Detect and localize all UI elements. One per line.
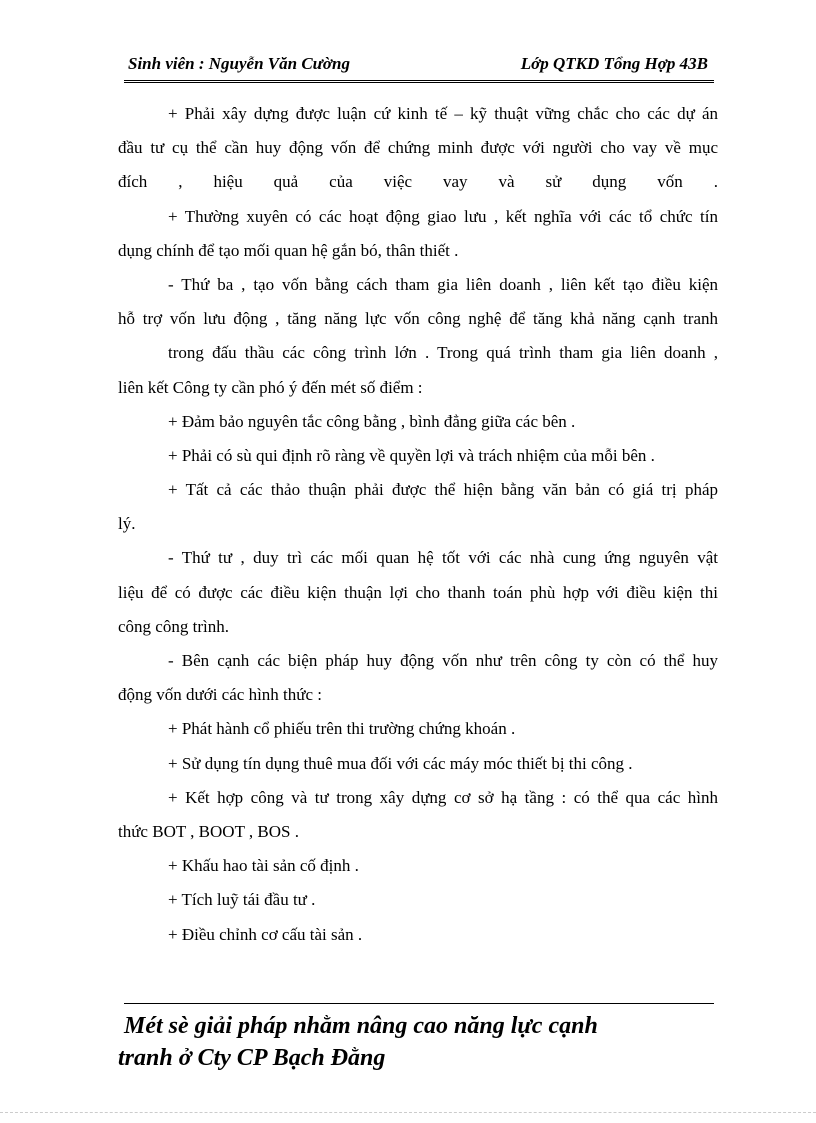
- text-line: lý.: [118, 514, 136, 534]
- text-line: hỗ trợ vốn lưu động , tăng năng lực vốn công nghệ để tăng khả năng cạnh tranh: [118, 309, 718, 329]
- text-line: công công trình.: [118, 616, 229, 636]
- text-line: + Kết hợp công và tư trong xây dựng cơ sở hạ tầng : có thể qua các hình: [168, 787, 718, 807]
- footer-divider: [124, 1003, 714, 1004]
- text-line: liệu để có được các điều kiện thuận lợi cho thanh toán phù hợp với điều kiện thi: [118, 582, 718, 602]
- page-header: [128, 52, 712, 80]
- footer-title-line-1: Mét sè giải pháp nhằm nâng cao năng lực cạnh: [124, 1013, 598, 1039]
- text-line: + Phải xây dựng được luận cứ kinh tế – kỹ thuật vững chắc cho các dự án: [168, 104, 718, 123]
- text-line: - Thứ tư , duy trì các mối quan hệ tốt với các nhà cung ứng nguyên vật: [168, 548, 718, 568]
- student-name: Sinh viên : Nguyễn Văn Cường: [128, 54, 350, 73]
- class-name: Lớp QTKD Tổng Hợp 43B: [520, 54, 708, 73]
- text-line: + Điều chỉnh cơ cấu tài sản .: [168, 924, 363, 944]
- page-bottom-border: [0, 1112, 816, 1113]
- header-divider: [124, 80, 714, 83]
- footer-title: [118, 1010, 718, 1074]
- text-line: dụng chính để tạo mối quan hệ gắn bó, thân thiết .: [118, 240, 459, 260]
- text-line: + Đảm bảo nguyên tắc công bằng , bình đẳng giữa các bên .: [168, 411, 576, 431]
- text-line: đầu tư cụ thể cần huy động vốn để chứng minh được với người cho vay về mục: [118, 138, 718, 158]
- text-line: + Sử dụng tín dụng thuê mua đối với các máy móc thiết bị thi công .: [168, 753, 633, 773]
- text-line: đích , hiệu quả của việc vay và sử dụng vốn .: [118, 172, 718, 192]
- text-line: trong đấu thầu các công trình lớn . Trong quá trình tham gia liên doanh ,: [168, 343, 718, 363]
- text-line: + Phát hành cổ phiếu trên thi trường chứng khoán .: [168, 719, 516, 739]
- text-line: + Tất cả các thảo thuận phải được thể hiện bằng văn bản có giá trị pháp: [168, 480, 718, 500]
- text-line: + Thường xuyên có các hoạt động giao lưu , kết nghĩa với các tổ chức tín: [168, 206, 718, 226]
- document-body: [118, 97, 718, 952]
- text-line: thức BOT , BOOT , BOS .: [118, 821, 299, 841]
- text-line: - Bên cạnh các biện pháp huy động vốn như trên công ty còn có thể huy: [168, 651, 718, 670]
- text-line: liên kết Công ty cần phó ý đến mét số điểm :: [118, 377, 423, 397]
- text-line: - Thứ ba , tạo vốn bằng cách tham gia liên doanh , liên kết tạo điều kiện: [168, 274, 718, 294]
- text-line: + Khấu hao tài sản cố định .: [168, 856, 359, 876]
- text-line: + Tích luỹ tái đầu tư .: [168, 890, 316, 910]
- text-line: + Phải có sù qui định rõ ràng về quyền lợi và trách nhiệm của mỗi bên .: [168, 445, 655, 465]
- text-line: động vốn dưới các hình thức :: [118, 685, 322, 705]
- footer-title-line-2: tranh ở Cty CP Bạch Đằng: [118, 1045, 386, 1071]
